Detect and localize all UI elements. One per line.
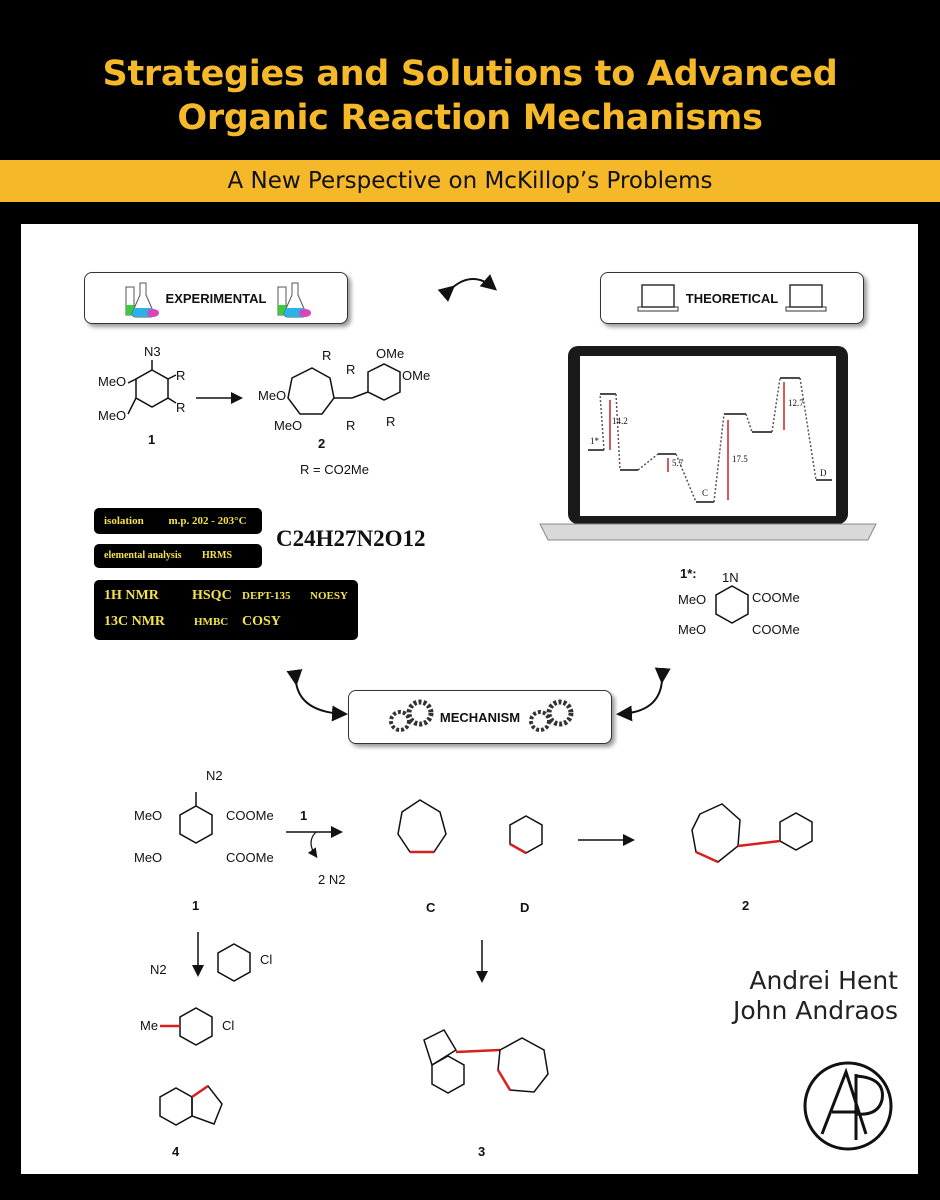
isolation-box (94, 508, 262, 534)
energy-label-14-2: 14.2 (612, 416, 628, 426)
mech-meo-1: MeO (134, 808, 163, 823)
c2-r-4: R (386, 414, 396, 429)
nmr-cosy: COSY (242, 614, 281, 629)
theoretical-text: THEORETICAL (685, 290, 779, 306)
publisher-logo (805, 1063, 891, 1149)
mech-n2: N2 (206, 768, 223, 783)
energy-label-17-5: 17.5 (732, 454, 748, 464)
n2-loss: N2 (150, 962, 167, 977)
energy-label-d: D (820, 468, 827, 478)
nitrene-coome-2: COOMe (752, 622, 800, 637)
intermediate-d-label: D (520, 900, 530, 915)
mechanism-text: MECHANISM (439, 709, 521, 725)
c2-ome-1: OMe (376, 346, 405, 361)
c2-r-2: R (346, 362, 356, 377)
c2-label: 2 (318, 436, 326, 451)
nmr-hmbc: HMBC (194, 616, 229, 628)
c1-r-1: R (176, 368, 186, 383)
nitrene-meo-2: MeO (678, 622, 707, 637)
experimental-text: EXPERIMENTAL (165, 290, 267, 306)
intermediate-c-label: C (426, 900, 436, 915)
product-4-structure (160, 1086, 222, 1125)
c1-meo-1: MeO (98, 374, 127, 389)
compound-1-structure (128, 360, 176, 414)
nmr-1h: 1H NMR (104, 588, 159, 603)
energy-label-5-7: 5.7 (672, 458, 684, 468)
title-line-1: Strategies and Solutions to Advanced (102, 54, 838, 94)
nitrene-structure (716, 586, 748, 623)
product-2-structure (692, 804, 812, 862)
energy-label-1star: 1* (590, 436, 599, 446)
nitrene-meo-1: MeO (678, 592, 707, 607)
c1-meo-2: MeO (98, 408, 127, 423)
product4-label: 4 (172, 1144, 180, 1159)
double-arrow-left (296, 682, 344, 714)
title-line-2: Organic Reaction Mechanisms (177, 98, 763, 138)
c2-ome-2: OMe (402, 368, 431, 383)
product-3-structure (424, 1030, 548, 1093)
nmr-dept: DEPT-135 (242, 590, 291, 602)
molecular-formula: C24H27N2O12 (276, 526, 426, 551)
intermediate-C-structure (398, 800, 446, 852)
compound-2-structure (288, 364, 400, 414)
energy-label-c: C (702, 488, 709, 498)
isolation-text: isolation (104, 515, 144, 527)
nitrene-label: 1*: (680, 566, 697, 581)
c1-r-2: R (176, 400, 186, 415)
mech-coome-1: COOMe (226, 808, 274, 823)
chlorobenzene-cl: Cl (260, 952, 273, 967)
chlorotoluene-structure (160, 1008, 212, 1045)
c1-n3: N3 (144, 344, 161, 359)
double-arrow-right (620, 680, 662, 714)
intermediate-D-structure (510, 816, 542, 853)
mech-reagent: 1 (300, 808, 308, 823)
mech-reactant-label: 1 (192, 898, 200, 913)
elemental-analysis-text: elemental analysis (104, 550, 182, 561)
toluene-cl: Cl (222, 1018, 235, 1033)
energy-label-12-7: 12.7 (788, 398, 804, 408)
mechanism-compound-1-structure (180, 792, 212, 843)
author-list (700, 966, 898, 1026)
nitrene-coome-1: COOMe (752, 590, 800, 605)
mech-byproduct: 2 N2 (318, 872, 346, 887)
toluene-me: Me (140, 1018, 159, 1033)
book-subtitle: A New Perspective on McKillop’s Problems (227, 168, 713, 194)
mech-meo-2: MeO (134, 850, 163, 865)
melting-point-text: m.p. 202 - 203°C (168, 515, 247, 527)
c1-label: 1 (148, 432, 156, 447)
mech-coome-2: COOMe (226, 850, 274, 865)
c2-r-top: R (322, 348, 332, 363)
author-1: Andrei Hent (749, 966, 898, 995)
c2-meo-2: MeO (274, 418, 303, 433)
double-arrow-top (452, 279, 494, 288)
nmr-noesy: NOESY (310, 590, 348, 602)
nmr-box (94, 580, 358, 640)
elemental-analysis-box (94, 544, 262, 568)
c2-r-3: R (346, 418, 356, 433)
c2-meo-1: MeO (258, 388, 287, 403)
r-definition: R = CO2Me (300, 462, 369, 477)
mech-product2-label: 2 (742, 898, 750, 913)
nitrene-n: 1N (722, 570, 739, 585)
author-2: John Andraos (732, 996, 898, 1025)
product3-label: 3 (478, 1144, 486, 1159)
hrms-text: HRMS (202, 550, 232, 561)
nmr-13c: 13C NMR (104, 614, 166, 629)
nmr-hsqc: HSQC (192, 588, 232, 603)
chlorobenzene-structure (218, 944, 250, 981)
